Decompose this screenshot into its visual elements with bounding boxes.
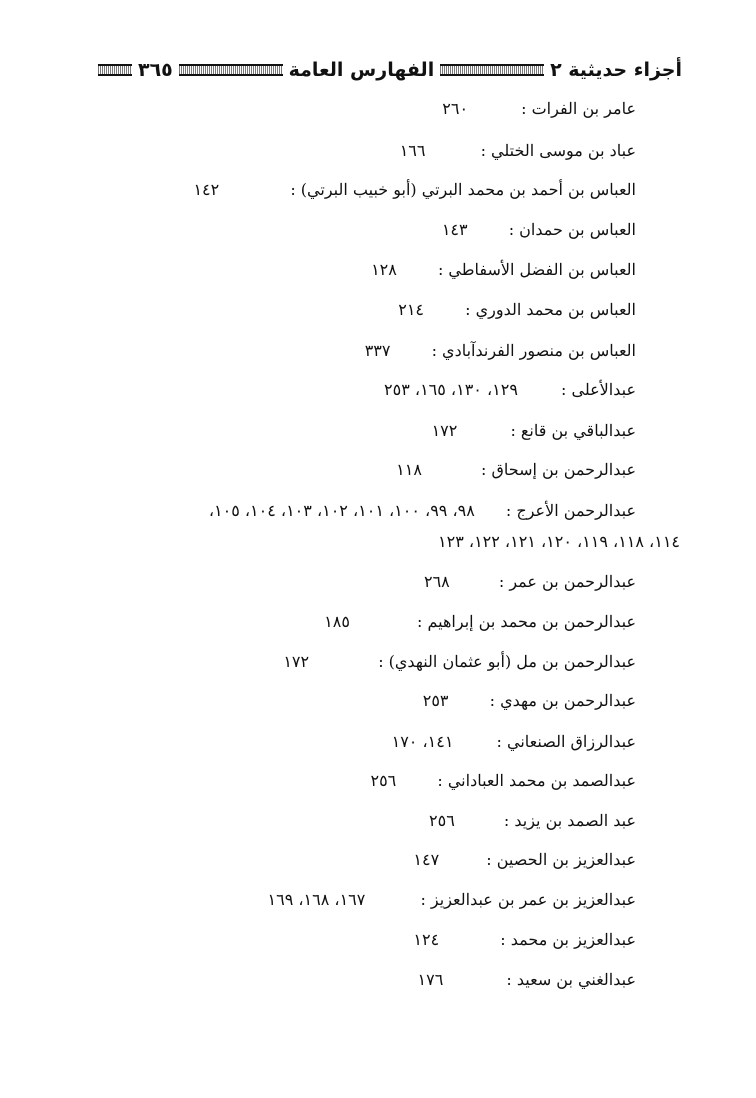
index-entry [371, 255, 636, 285]
entry-name: العباس بن منصور الفرندآبادي : [431, 341, 636, 360]
index-entry [432, 416, 636, 446]
entry-pages: ١٤١، ١٧٠ [391, 732, 454, 751]
index-entry [442, 215, 636, 245]
entry-name: عبدالباقي بن قانع : [510, 421, 636, 440]
entry-name: عبدالصمد بن محمد العباداني : [437, 771, 636, 790]
entry-name: العباس بن أحمد بن محمد البرتي (أبو خبيب البرتي) : [290, 180, 636, 199]
entry-pages: ١٨٥ [324, 612, 350, 631]
index-entry [324, 607, 636, 637]
entry-name: عبدالعزيز بن الحصين : [486, 850, 636, 869]
index-entry [413, 845, 636, 875]
index-entry [268, 885, 637, 915]
entry-pages: ٩٨، ٩٩، ١٠٠، ١٠١، ١٠٢، ١٠٣، ١٠٤، ١٠٥، [208, 501, 475, 520]
entry-pages: ٢٥٦ [370, 771, 397, 790]
index-entry [384, 375, 636, 405]
index-entry [209, 496, 636, 526]
entry-pages: ١٧٢ [431, 421, 458, 440]
section-title: الفهارس العامة [288, 59, 435, 81]
index-entry [418, 965, 636, 995]
entry-name: عبدالغني بن سعيد : [506, 970, 636, 989]
entry-pages: ٢١٤ [398, 300, 425, 319]
index-entry [283, 647, 636, 677]
book-title: أجزاء حديثية ٢ [550, 59, 682, 81]
entry-pages: ١٧٦ [417, 970, 444, 989]
entry-name: عبدالعزيز بن عمر بن عبدالعزيز : [420, 890, 636, 909]
entry-name: عبدالرحمن بن مل (أبو عثمان النهدي) : [378, 652, 636, 671]
entry-name: العباس بن حمدان : [508, 220, 636, 239]
entry-name: عبدالرحمن بن عمر : [498, 572, 636, 591]
entry-pages: ١٦٦ [399, 141, 426, 160]
entry-pages: ١٤٧ [413, 850, 440, 869]
entry-name: عبدالرحمن بن إسحاق : [481, 460, 636, 479]
entry-pages: ١٦٧، ١٦٨، ١٦٩ [267, 890, 366, 909]
entry-pages: ١٧٢ [283, 652, 310, 671]
index-entry [392, 727, 636, 757]
entry-pages: ٢٥٦ [429, 811, 455, 830]
entry-name: العباس بن محمد الدوري : [465, 300, 636, 319]
entry-name: عبدالأعلى : [561, 380, 636, 399]
entry-pages: ٣٣٧ [364, 341, 391, 360]
entry-pages: ٢٦٠ [442, 99, 469, 118]
entry-name: عبد الصمد بن يزيد : [503, 811, 636, 830]
entry-continuation: ١١٤، ١١٨، ١١٩، ١٢٠، ١٢١، ١٢٢، ١٢٣ [438, 532, 680, 551]
index-entry [398, 295, 636, 325]
index-entry [396, 455, 636, 485]
entry-pages: ١١٨ [396, 460, 422, 479]
entry-name: عبدالرزاق الصنعاني : [496, 732, 636, 751]
entry-pages: ١٢٩، ١٣٠، ١٦٥، ٢٥٣ [384, 380, 518, 399]
page-number: ٣٦٥ [137, 59, 173, 81]
entry-name: عباد بن موسى الختلي : [480, 141, 636, 160]
entry-pages: ١٤٣ [441, 220, 468, 239]
entry-name: العباس بن الفضل الأسفاطي : [437, 260, 636, 279]
entry-pages: ٢٦٨ [423, 572, 450, 591]
entry-pages: ١٢٨ [371, 260, 397, 279]
entry-pages: ١٤٢ [193, 180, 220, 199]
index-entry [442, 94, 636, 124]
index-entry [429, 806, 636, 836]
index-entry [413, 925, 636, 955]
index-entry [193, 175, 636, 205]
entry-name: عبدالرحمن بن محمد بن إبراهيم : [417, 612, 636, 631]
index-entry [424, 567, 636, 597]
entry-name: عبدالعزيز بن محمد : [500, 930, 636, 949]
index-entry [423, 686, 636, 716]
entry-pages: ١٢٤ [413, 930, 440, 949]
entry-pages: ٢٥٣ [422, 691, 449, 710]
index-entry [400, 136, 636, 166]
index-entry [365, 336, 636, 366]
index-entry [370, 766, 636, 796]
entry-name: عبدالرحمن الأعرج : [505, 501, 636, 520]
entry-name: عبدالرحمن بن مهدي : [489, 691, 636, 710]
entry-name: عامر بن الفرات : [521, 99, 636, 118]
